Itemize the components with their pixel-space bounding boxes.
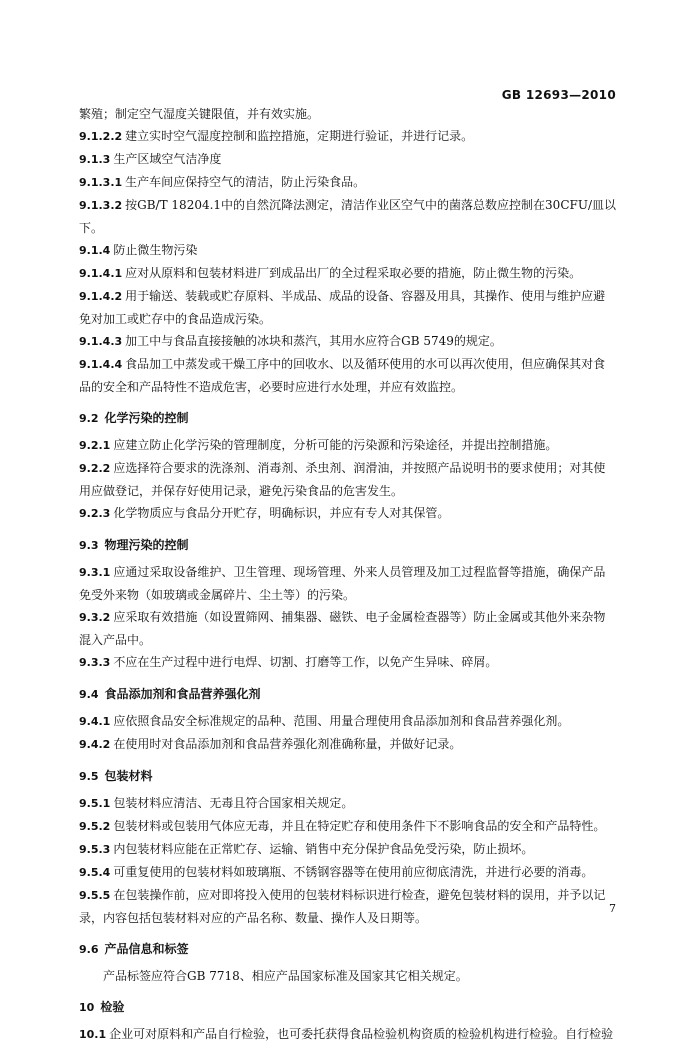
clause-number: 9.2.2: [79, 462, 111, 475]
clause-number: 9.1.3.2: [79, 199, 123, 212]
clause: [79, 285, 617, 330]
clause-text: 应对从原料和包装材料进厂到成品出厂的全过程采取必要的措施，防止微生物的污染。: [125, 266, 582, 280]
clause-number: 9.1.3.1: [79, 176, 123, 189]
clause-text: 内包装材料应能在正常贮存、运输、销售中充分保护食品免受污染，防止损坏。: [113, 842, 534, 856]
clause-number: 9.5.3: [79, 843, 111, 856]
clause-text: 包装材料应清洁、无毒且符合国家相关规定。: [113, 796, 354, 810]
clause-number: 9.1.3: [79, 153, 111, 166]
clause-text: 产品信息和标签: [104, 942, 189, 956]
clause-text: 应选择符合要求的洗涤剂、消毒剂、杀虫剂、润滑油，并按照产品说明书的要求使用；对其使用应做登记，并保存好使用记录，避免污染食品的危害发生。: [79, 461, 606, 498]
clause-number: 9.6: [79, 943, 99, 956]
clause: [79, 125, 617, 148]
clause: [79, 103, 617, 125]
clause-number: 9.2.3: [79, 507, 111, 520]
clause-text: 产品标签应符合GB 7718、相应产品国家标准及国家其它相关规定。: [103, 969, 468, 983]
section-heading: [79, 407, 617, 430]
clause: [79, 561, 617, 606]
clause-text: 在包装操作前，应对即将投入使用的包装材料标识进行检查，避免包装材料的误用，并予以记录，内容包括包装材料对应的产品名称、数量、操作人及日期等。: [79, 888, 606, 925]
clause-number: 9.2.1: [79, 439, 111, 452]
clause-number: 9.3.1: [79, 566, 111, 579]
clause-number: 9.1.4.1: [79, 267, 123, 280]
clause-number: 9.5.4: [79, 866, 111, 879]
clause-number: 9.5.2: [79, 820, 111, 833]
clause-text: 防止微生物污染: [113, 243, 198, 257]
clause: [79, 262, 617, 285]
section-heading: [79, 534, 617, 557]
clause: [79, 502, 617, 525]
clause-text: 应依照食品安全标准规定的品种、范围、用量合理使用食品添加剂和食品营养强化剂。: [113, 714, 570, 728]
clause-text: 化学污染的控制: [104, 411, 189, 425]
document-body: [79, 103, 617, 1046]
clause: [79, 434, 617, 457]
clause: [79, 733, 617, 756]
clause-text: 按GB/T 18204.1中的自然沉降法测定，清洁作业区空气中的菌落总数应控制在30CFU/皿以下。: [79, 198, 616, 235]
clause: [79, 838, 617, 861]
clause-text: 检验: [100, 1000, 125, 1014]
clause-number: 9.1.4.2: [79, 290, 123, 303]
clause-text: 包装材料或包装用气体应无毒，并且在特定贮存和使用条件下不影响食品的安全和产品特性。: [113, 819, 606, 833]
clause-number: 9.3.2: [79, 611, 111, 624]
section-heading: [79, 765, 617, 788]
clause: [79, 1023, 617, 1046]
clause: [79, 239, 617, 262]
clause-number: 9.5.5: [79, 889, 111, 902]
clause-text: 包装材料: [104, 769, 153, 783]
clause: [79, 651, 617, 674]
clause: [79, 884, 617, 929]
clause-text: 企业可对原料和产品自行检验，也可委托获得食品检验机构资质的检验机构进行检验。自行检验: [109, 1027, 614, 1041]
clause-text: 应通过采取设备维护、卫生管理、现场管理、外来人员管理及加工过程监督等措施，确保产品免受外来物（如玻璃或金属碎片、尘土等）的污染。: [79, 565, 606, 602]
clause: [79, 792, 617, 815]
clause-number: 9.1.2.2: [79, 130, 123, 143]
clause-number: 9.1.4.4: [79, 358, 123, 371]
clause-number: 10: [79, 1001, 95, 1014]
clause: [79, 330, 617, 353]
section-heading: [79, 683, 617, 706]
clause: [79, 353, 617, 398]
clause: [79, 710, 617, 733]
clause-text: 加工中与食品直接接触的冰块和蒸汽，其用水应符合GB 5749的规定。: [125, 334, 502, 348]
clause-number: 9.4.2: [79, 738, 111, 751]
clause-text: 用于输送、装载或贮存原料、半成品、成品的设备、容器及用具，其操作、使用与维护应避免对加工或贮存中的食品造成污染。: [79, 289, 606, 326]
clause-text: 应采取有效措施（如设置筛网、捕集器、磁铁、电子金属检查器等）防止金属或其他外来杂物混入产品中。: [79, 610, 606, 647]
clause-text: 化学物质应与食品分开贮存，明确标识，并应有专人对其保管。: [113, 506, 450, 520]
clause-number: 9.1.4: [79, 244, 111, 257]
clause-text: 繁殖；制定空气湿度关键限值，并有效实施。: [79, 107, 320, 121]
page-number: 7: [609, 902, 616, 915]
clause-text: 食品加工中蒸发或干燥工序中的回收水、以及循环使用的水可以再次使用，但应确保其对食品的安全和产品特性不造成危害，必要时应进行水处理，并应有效监控。: [79, 357, 606, 394]
clause-number: 9.1.4.3: [79, 335, 123, 348]
clause-number: 9.5: [79, 770, 99, 783]
clause: [79, 194, 617, 239]
clause-number: 9.4: [79, 688, 99, 701]
clause-text: 食品添加剂和食品营养强化剂: [104, 687, 261, 701]
clause-text: 生产区域空气洁净度: [113, 152, 222, 166]
clause-text: 应建立防止化学污染的管理制度，分析可能的污染源和污染途径，并提出控制措施。: [113, 438, 558, 452]
clause-text: 不应在生产过程中进行电焊、切割、打磨等工作，以免产生异味、碎屑。: [113, 655, 498, 669]
paragraph: [79, 965, 617, 987]
clause: [79, 606, 617, 651]
section-heading: [79, 938, 617, 961]
clause: [79, 457, 617, 502]
clause-number: 9.3: [79, 539, 99, 552]
clause-number: 9.5.1: [79, 797, 111, 810]
clause-text: 可重复使用的包装材料如玻璃瓶、不锈钢容器等在使用前应彻底清洗，并进行必要的消毒。: [113, 865, 594, 879]
clause-number: 9.2: [79, 412, 99, 425]
clause: [79, 148, 617, 171]
clause: [79, 861, 617, 884]
clause-number: 10.1: [79, 1028, 107, 1041]
clause: [79, 815, 617, 838]
clause-text: 建立实时空气湿度控制和监控措施，定期进行验证，并进行记录。: [125, 129, 474, 143]
clause: [79, 171, 617, 194]
section-heading: [79, 996, 617, 1019]
clause-number: 9.3.3: [79, 656, 111, 669]
clause-text: 生产车间应保持空气的清洁，防止污染食品。: [125, 175, 366, 189]
standard-number: GB 12693—2010: [501, 88, 616, 102]
clause-number: 9.4.1: [79, 715, 111, 728]
clause-text: 物理污染的控制: [104, 538, 189, 552]
clause-text: 在使用时对食品添加剂和食品营养强化剂准确称量，并做好记录。: [113, 737, 462, 751]
